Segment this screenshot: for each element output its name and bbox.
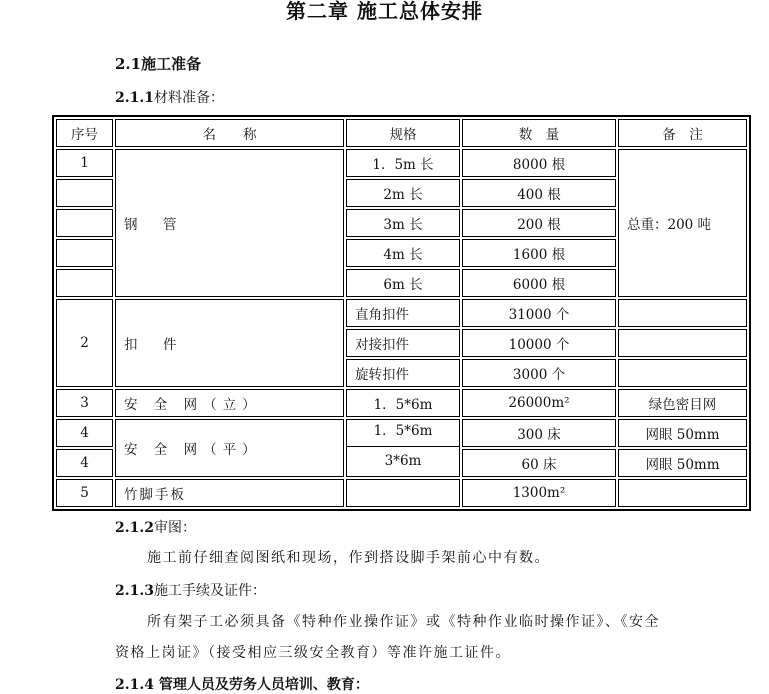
note-cell: 网眼 50mm <box>618 419 747 447</box>
table-header-row <box>56 119 747 147</box>
header-cell: 数 量 <box>462 119 616 147</box>
subsection-number: 2.1.2 <box>115 520 154 536</box>
spec-line: 3*6m <box>384 453 422 469</box>
spec-cell: 1．5m 长 <box>346 149 460 177</box>
spec-cell: 1．5*6m <box>346 389 460 417</box>
row-number <box>56 269 113 297</box>
item-name: 安 全 网（立） <box>115 389 344 417</box>
qty-cell: 10000 个 <box>462 329 616 357</box>
note-cell: 网眼 50mm <box>618 449 747 477</box>
item-name: 安 全 网（平） <box>115 419 344 477</box>
spec-cell: 直角扣件 <box>346 299 460 327</box>
materials-table <box>52 115 751 511</box>
qty-cell: 1300m² <box>462 479 616 507</box>
spec-cell <box>346 419 460 477</box>
spec-cell: 2m 长 <box>346 179 460 207</box>
row-number: 5 <box>56 479 113 507</box>
spec-line: 1．5*6m <box>347 420 459 447</box>
item-name: 竹脚手板 <box>115 479 344 507</box>
row-number: 1 <box>56 149 113 177</box>
section-heading: 2.1施工准备 <box>115 55 202 73</box>
row-number: 3 <box>56 389 113 417</box>
subsection-label: 施工手续及证件： <box>153 583 266 599</box>
table-row <box>56 299 747 327</box>
paragraph: 所有架子工必须具备《特种作业操作证》或《特种作业临时操作证》、《安全 <box>147 614 660 630</box>
row-number: 4 <box>56 449 113 477</box>
note-cell <box>618 359 747 387</box>
table-row <box>56 479 747 507</box>
spec-cell: 4m 长 <box>346 239 460 267</box>
qty-cell: 200 根 <box>462 209 616 237</box>
row-number <box>56 179 113 207</box>
qty-cell: 8000 根 <box>462 149 616 177</box>
subsection-label: 材料准备： <box>153 90 224 106</box>
header-cell: 规格 <box>346 119 460 147</box>
row-number: 4 <box>56 419 113 447</box>
qty-cell: 1600 根 <box>462 239 616 267</box>
subsection-number: 2.1.3 <box>115 583 154 599</box>
note-cell <box>618 329 747 357</box>
subsection-number: 2.1.1 <box>115 90 154 106</box>
table-row <box>56 389 747 417</box>
item-name: 钢 管 <box>115 149 344 297</box>
table-row <box>56 419 747 447</box>
paragraph: 施工前仔细查阅图纸和现场，作到搭设脚手架前心中有数。 <box>147 550 550 566</box>
note-cell: 总重：200 吨 <box>618 149 747 297</box>
qty-cell: 3000 个 <box>462 359 616 387</box>
subsection-label: 审图： <box>153 520 196 536</box>
spec-cell: 3m 长 <box>346 209 460 237</box>
qty-cell: 6000 根 <box>462 269 616 297</box>
chapter-title: 第二章 施工总体安排 <box>286 0 483 23</box>
paragraph: 资格上岗证》（接受相应三级安全教育）等准许施工证件。 <box>115 645 511 661</box>
spec-cell: 旋转扣件 <box>346 359 460 387</box>
qty-cell: 300 床 <box>462 419 616 447</box>
subsection-training-partial: 2.1.4 管理人员及劳务人员培训、教育： <box>115 677 369 693</box>
header-cell: 名 称 <box>115 119 344 147</box>
note-cell: 绿色密目网 <box>618 389 747 417</box>
qty-cell: 400 根 <box>462 179 616 207</box>
row-number: 2 <box>56 299 113 387</box>
header-cell: 备 注 <box>618 119 747 147</box>
spec-cell: 对接扣件 <box>346 329 460 357</box>
qty-cell: 31000 个 <box>462 299 616 327</box>
table-row <box>56 149 747 177</box>
note-cell <box>618 299 747 327</box>
row-number <box>56 209 113 237</box>
item-name: 扣 件 <box>115 299 344 387</box>
note-cell <box>618 479 747 507</box>
subsection-materials <box>115 87 224 107</box>
qty-cell: 60 床 <box>462 449 616 477</box>
header-cell: 序号 <box>56 119 113 147</box>
subsection-review <box>115 517 196 537</box>
row-number <box>56 239 113 267</box>
spec-cell <box>346 479 460 507</box>
subsection-permits <box>115 580 266 600</box>
spec-cell: 6m 长 <box>346 269 460 297</box>
qty-cell: 26000m² <box>462 389 616 417</box>
